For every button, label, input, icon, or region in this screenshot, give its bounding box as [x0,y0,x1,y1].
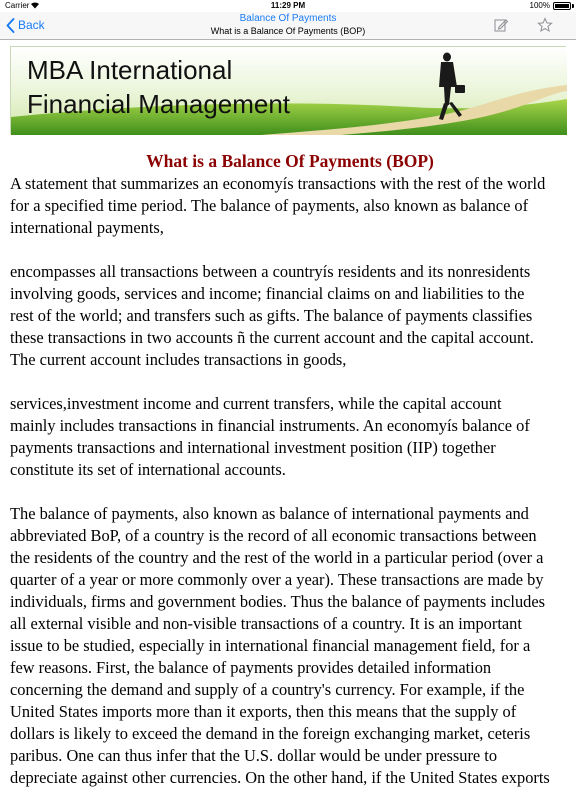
chevron-left-icon [6,18,15,33]
text-line: constitute its set of international accounts. [10,460,286,479]
battery-percent: 100% [529,1,550,10]
text-line: dollars is likely to exceed the demand in the foreign exchanging market, ceteris [10,724,531,743]
text-line: payments transactions and international investment position (IIP) together [10,438,496,457]
text-line: issue to be studied, especially in international financial management field, for a [10,636,531,655]
text-line: The balance of payments, also known as balance of international payments and [10,504,529,523]
nav-title: Balance Of Payments [239,13,337,24]
text-line: encompasses all transactions between a countryís residents and its nonresidents [10,262,531,281]
navigation-bar [0,12,576,40]
nav-subtitle: What is a Balance Of Payments (BOP) [210,26,366,36]
back-button-label: Back [18,18,45,32]
banner-title-line-1: MBA International [27,55,233,85]
article-content [10,150,570,811]
text-line: for a specified time period. The balance of payments, also known as balance of [10,196,529,215]
edit-note-icon[interactable] [493,17,509,33]
text-line: these transactions in two accounts ñ the current account and the capital account. [10,328,534,347]
back-button[interactable] [6,15,45,35]
article-paragraph [10,503,570,789]
battery-icon [553,2,571,10]
banner-title-line-2: Financial Management [27,89,291,119]
text-line: few reasons. First, the balance of payments provides detailed information [10,658,492,677]
article-paragraph [10,393,570,481]
text-line: all external visible and non-visible transactions of a country. It is an important [10,614,522,633]
status-bar [0,0,576,12]
text-line: United States imports more than it exports, then this means that the supply of [10,702,517,721]
header-banner [10,46,566,134]
text-line: the residents of the country and the rest of the world in a particular period (over a [10,548,544,567]
carrier-label: Carrier [5,1,30,10]
text-line: A statement that summarizes an economyís transactions with the rest of the world [10,174,546,193]
text-line: concerning the demand and supply of a country's currency. For example, if the [10,680,525,699]
article-paragraph [10,261,570,371]
text-line: services,investment income and current transfers, while the capital account [10,394,502,413]
text-line: depreciate against other currencies. On the other hand, if the United States exports [10,768,550,787]
battery-tip [572,4,574,8]
status-time: 11:29 PM [270,1,306,10]
text-line: involving goods, services and income; financial claims on and liabilities to the [10,284,525,303]
favorite-star-icon[interactable] [537,17,553,33]
text-line: quarter of a year or more commonly over a year). These transactions are made by [10,570,544,589]
text-line: rest of the world; and transfers such as gifts. The balance of payments classifies [10,306,533,325]
article-heading: What is a Balance Of Payments (BOP) [146,151,434,171]
text-line: mainly includes transactions in financial instruments. An economyís balance of [10,416,530,435]
article-paragraph [10,173,570,239]
text-line: international payments, [10,218,164,237]
text-line: individuals, firms and government bodies. Thus the balance of payments includes [10,592,546,611]
text-line: paribus. One can thus infer that the U.S. dollar would be under pressure to [10,746,498,765]
text-line: abbreviated BoP, of a country is the record of all economic transactions between [10,526,537,545]
text-line: The current account includes transactions in goods, [10,350,347,369]
